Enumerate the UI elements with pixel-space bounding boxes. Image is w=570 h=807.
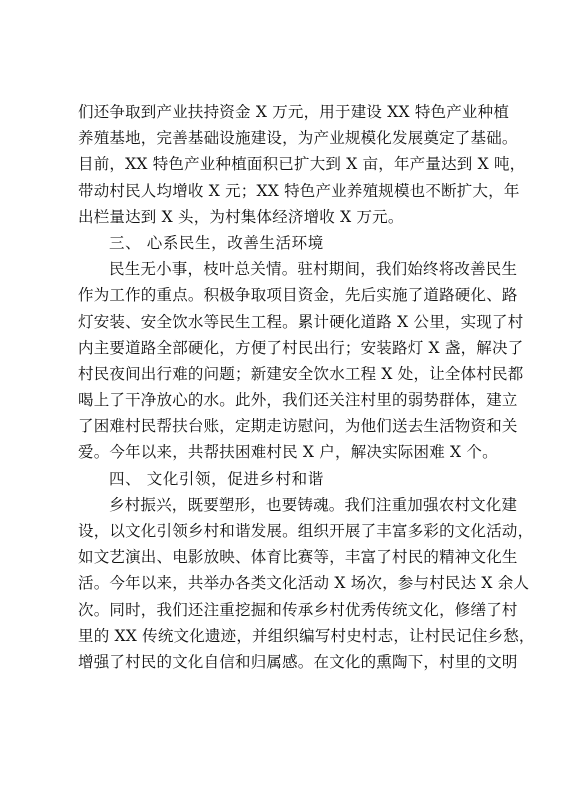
body-line: 里的 XX 传统文化遗迹，并组织编写村史村志，让村民记住乡愁， <box>78 626 535 645</box>
body-line: 带动村民人均增收 X 元；XX 特色产业养殖规模也不断扩大，年 <box>78 181 520 200</box>
body-line: 了困难村民帮扶台账，定期走访慰问，为他们送去生活物资和关 <box>78 417 518 436</box>
section-heading-3: 三、 心系民生，改善生活环境 <box>109 233 324 252</box>
paragraph-first-line: 民生无小事，枝叶总关情。驻村期间，我们始终将改善民生 <box>109 260 518 279</box>
body-line: 如文艺演出、电影放映、体育比赛等，丰富了村民的精神文化生 <box>78 548 518 567</box>
paragraph-first-line: 乡村振兴，既要塑形，也要铸魂。我们注重加强农村文化建 <box>109 495 518 514</box>
body-line: 设，以文化引领乡村和谐发展。组织开展了丰富多彩的文化活动， <box>78 522 534 540</box>
body-line: 们还争取到产业扶持资金 X 万元，用于建设 XX 特色产业种植 <box>78 103 510 121</box>
body-line: 出栏量达到 X 头，为村集体经济增收 X 万元。 <box>78 207 404 226</box>
body-line: 村民夜间出行难的问题；新建安全饮水工程 X 处，让全体村民都 <box>78 364 524 383</box>
body-line: 喝上了干净放心的水。此外，我们还关注村里的弱势群体，建立 <box>78 391 518 410</box>
body-line: 爱。今年以来，共帮扶困难村民 X 户，解决实际困难 X 个。 <box>78 443 498 462</box>
body-line: 增强了村民的文化自信和归属感。在文化的熏陶下，村里的文明 <box>78 652 518 671</box>
document-body <box>78 99 535 675</box>
body-line: 灯安装、安全饮水等民生工程。累计硬化道路 X 公里，实现了村 <box>78 312 524 331</box>
body-line: 目前，XX 特色产业种植面积已扩大到 X 亩，年产量达到 X 吨， <box>78 155 526 174</box>
section-heading-4: 四、 文化引领，促进乡村和谐 <box>109 469 324 488</box>
body-line: 次。同时，我们还注重挖掘和传承乡村优秀传统文化，修缮了村 <box>78 600 518 619</box>
body-line: 活。今年以来，共举办各类文化活动 X 场次，参与村民达 X 余人 <box>78 574 530 593</box>
body-line: 养殖基地，完善基础设施建设，为产业规模化发展奠定了基础。 <box>78 129 518 148</box>
body-line: 作为工作的重点。积极争取项目资金，先后实施了道路硬化、路 <box>78 286 518 305</box>
body-line: 内主要道路全部硬化，方便了村民出行；安装路灯 X 盏，解决了 <box>78 338 524 357</box>
